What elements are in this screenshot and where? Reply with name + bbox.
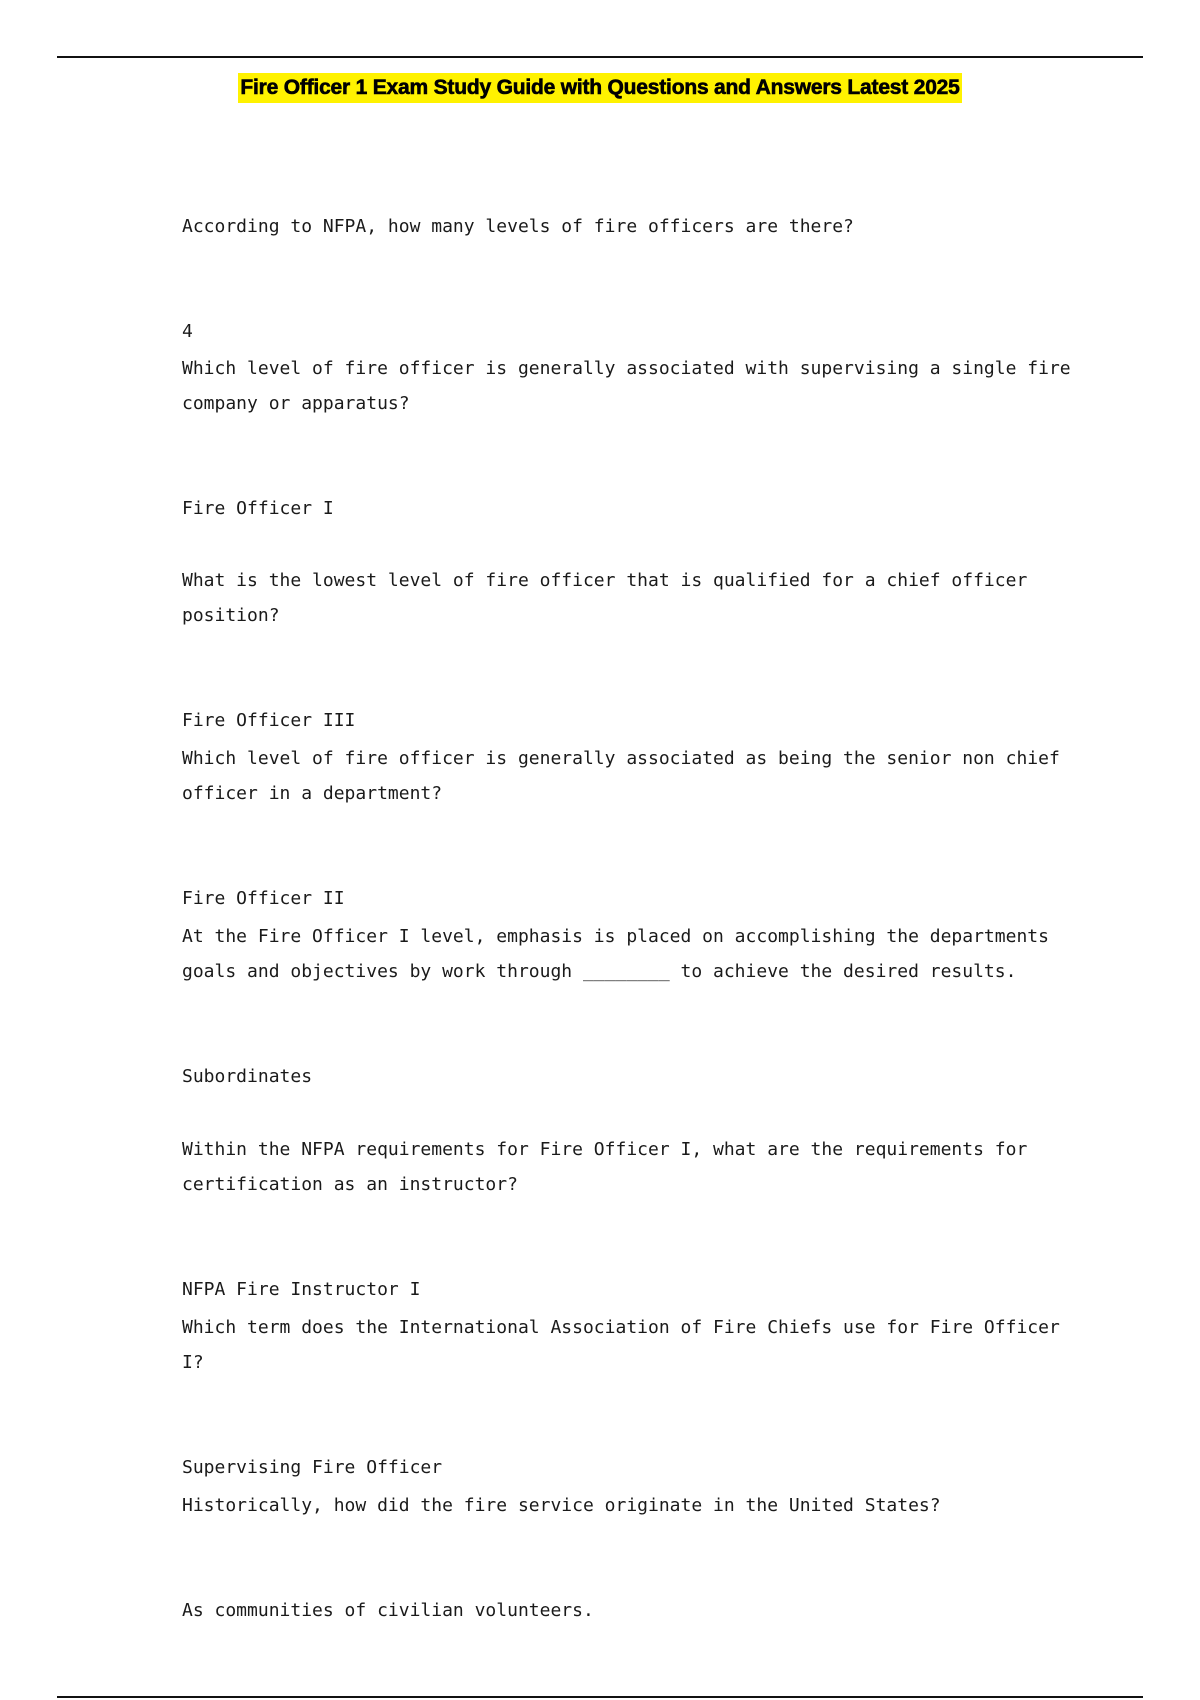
answer-text: Fire Officer III bbox=[182, 710, 356, 731]
top-divider bbox=[57, 56, 1143, 58]
answer-text: Supervising Fire Officer bbox=[182, 1457, 443, 1478]
question-text: What is the lowest level of fire officer that is qualified for a chief officer position? bbox=[182, 570, 1039, 626]
answer-text: Subordinates bbox=[182, 1066, 313, 1087]
question-text: According to NFPA, how many levels of fire officers are there? bbox=[182, 216, 854, 237]
document-title: Fire Officer 1 Exam Study Guide with Questions and Answers Latest 2025 bbox=[238, 73, 961, 103]
bottom-divider bbox=[57, 1696, 1143, 1698]
answer-text: As communities of civilian volunteers. bbox=[182, 1600, 594, 1621]
answer-text: Fire Officer II bbox=[182, 888, 345, 909]
answer-text: NFPA Fire Instructor I bbox=[182, 1279, 421, 1300]
answer-text: Fire Officer I bbox=[182, 498, 334, 519]
title-block bbox=[0, 73, 1200, 103]
question-text: Within the NFPA requirements for Fire Officer I, what are the requirements for certification as an instructor? bbox=[182, 1139, 1039, 1195]
question-text: Which level of fire officer is generally associated as being the senior non chief officer in a department? bbox=[182, 748, 1071, 804]
qa-item bbox=[182, 1418, 1082, 1663]
question-text: Which level of fire officer is generally associated with supervising a single fire company or apparatus? bbox=[182, 358, 1082, 414]
answer-text: 4 bbox=[182, 321, 193, 342]
question-text: Which term does the International Association of Fire Chiefs use for Fire Officer I? bbox=[182, 1317, 1071, 1373]
question-text: Historically, how did the fire service originate in the United States? bbox=[182, 1495, 941, 1516]
question-text: At the Fire Officer I level, emphasis is placed on accomplishing the departments goals and objectives by work through ________ to achieve the desired results. bbox=[182, 926, 1060, 982]
